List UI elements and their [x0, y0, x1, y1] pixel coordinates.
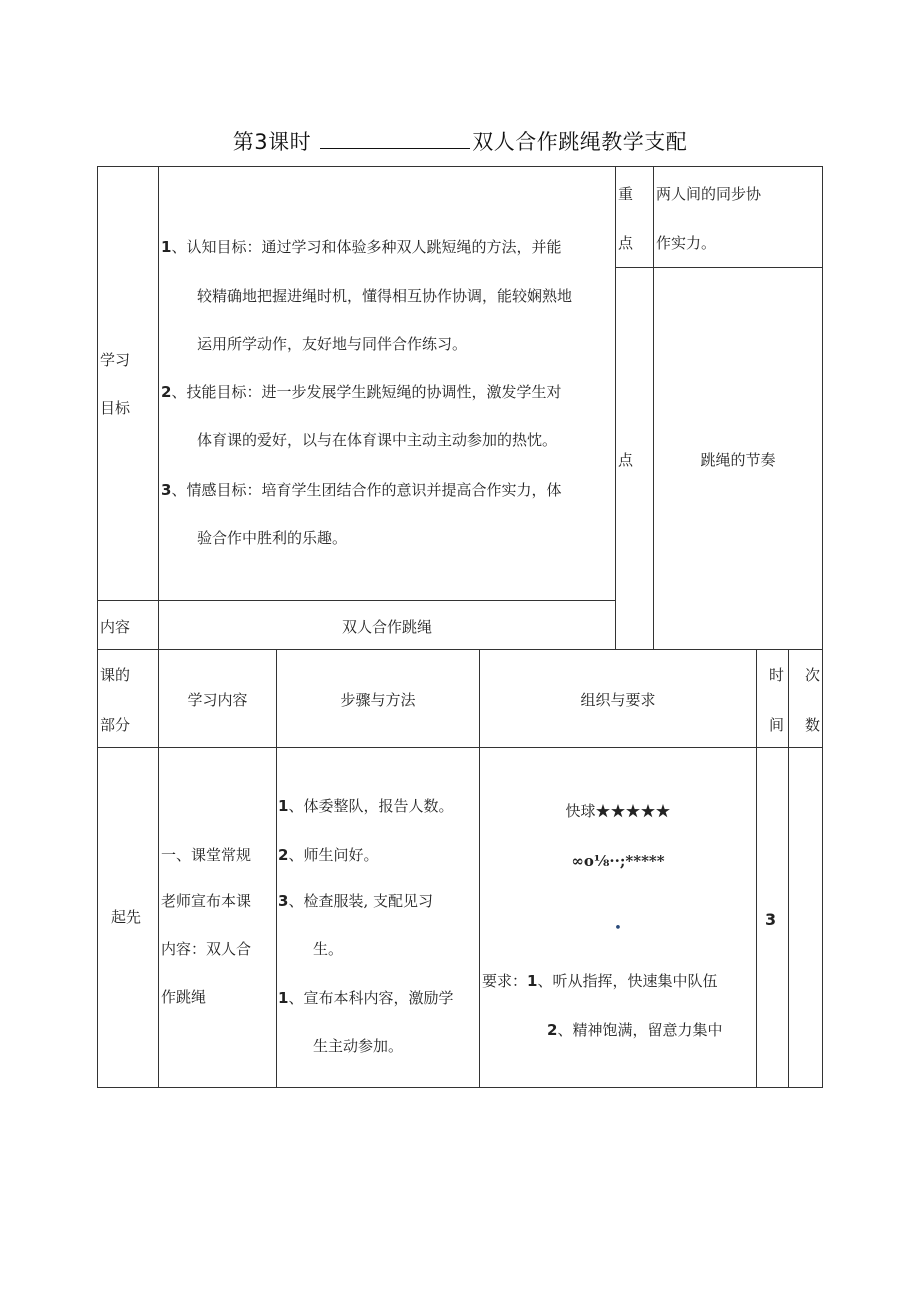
step-3-cont: 生。 [313, 940, 344, 958]
step-1: 1、体委整队，报告人数。 [278, 797, 454, 815]
keypoint-label-line [653, 166, 654, 650]
objective-3-line2: 验合作中胜利的乐趣。 [197, 529, 348, 547]
objective-1-line2: 较精确地把握进绳时机，懂得相互协作协调，能较娴熟地 [197, 287, 573, 305]
objectives-right-line [615, 166, 616, 650]
content-line-3: 内容：双人合 [161, 940, 252, 958]
table-top-border [97, 166, 823, 167]
objective-1-line3: 运用所学动作，友好地与同伴合作练习。 [197, 335, 468, 353]
content-column-line [276, 649, 277, 1088]
header-study-content: 学习内容 [187, 691, 248, 709]
title-blank-line [320, 130, 470, 149]
keypoint-text-line1: 两人间的同步协 [656, 185, 762, 203]
content-line-2: 老师宣布本课 [161, 892, 252, 910]
organization-column-line [756, 649, 757, 1088]
objective-2: 2、技能目标：进一步发展学生跳短绳的协调性，激发学生对 [161, 383, 562, 401]
header-count-line2: 数 [805, 716, 821, 734]
objectives-bottom-line [97, 600, 615, 601]
formation-line-1: 快球★★★★★ [565, 802, 671, 820]
header-bottom-line [97, 747, 823, 748]
table-right-border [822, 166, 823, 1088]
requirement-2: 2、精神饱满，留意力集中 [547, 1021, 723, 1039]
objective-2-line2: 体育课的爱好，以与在体育课中主动主动参加的热忱。 [197, 431, 558, 449]
difficulty-label: 点 [618, 451, 634, 469]
formation-dot: • [614, 921, 622, 936]
header-steps: 步骤与方法 [340, 691, 416, 709]
content-line-4: 作跳绳 [161, 988, 207, 1006]
content-text: 双人合作跳绳 [341, 618, 432, 636]
page-title [0, 126, 920, 156]
keypoint-divider [615, 267, 823, 268]
table-bottom-border [97, 1087, 823, 1088]
header-count-line1: 次 [805, 666, 821, 684]
step-2: 2、师生问好。 [278, 846, 379, 864]
header-organization: 组织与要求 [580, 691, 656, 709]
difficulty-text: 跳绳的节奏 [700, 451, 776, 469]
table-left-border [97, 166, 98, 1088]
keypoint-label-b: 点 [618, 234, 634, 252]
header-part-line1: 课的 [100, 666, 131, 684]
objective-3: 3、情感目标：培育学生团结合作的意识并提高合作实力，体 [161, 481, 562, 499]
time-value: 3 [765, 910, 777, 929]
part-name: 起先 [111, 908, 142, 926]
lesson-number: 第3课时 [232, 130, 312, 154]
keypoint-text-line2: 作实力。 [656, 234, 717, 252]
step-3: 3、检查服装, 支配见习 [278, 892, 433, 910]
content-label: 内容 [100, 618, 131, 636]
objectives-label-line2: 目标 [100, 399, 131, 417]
content-line-1: 一、课堂常规 [161, 846, 252, 864]
objectives-label-line1: 学习 [100, 351, 131, 369]
requirement-1: 要求：1、听从指挥，快速集中队伍 [482, 972, 718, 990]
time-column-line [788, 649, 789, 1088]
objective-1: 1、认知目标：通过学习和体验多种双人跳短绳的方法，并能 [161, 238, 562, 256]
header-time-line2: 间 [769, 716, 785, 734]
keypoint-label-a: 重 [618, 185, 634, 203]
formation-line-2: ∞o⅛··;***** [571, 852, 665, 870]
step-4: 1、宣布本科内容，激励学 [278, 989, 454, 1007]
step-4-cont: 生主动参加。 [313, 1037, 404, 1055]
header-time-line1: 时 [769, 666, 785, 684]
lesson-name: 双人合作跳绳教学支配 [472, 130, 688, 154]
header-part-line2: 部分 [100, 716, 131, 734]
content-bottom-line [97, 649, 823, 650]
